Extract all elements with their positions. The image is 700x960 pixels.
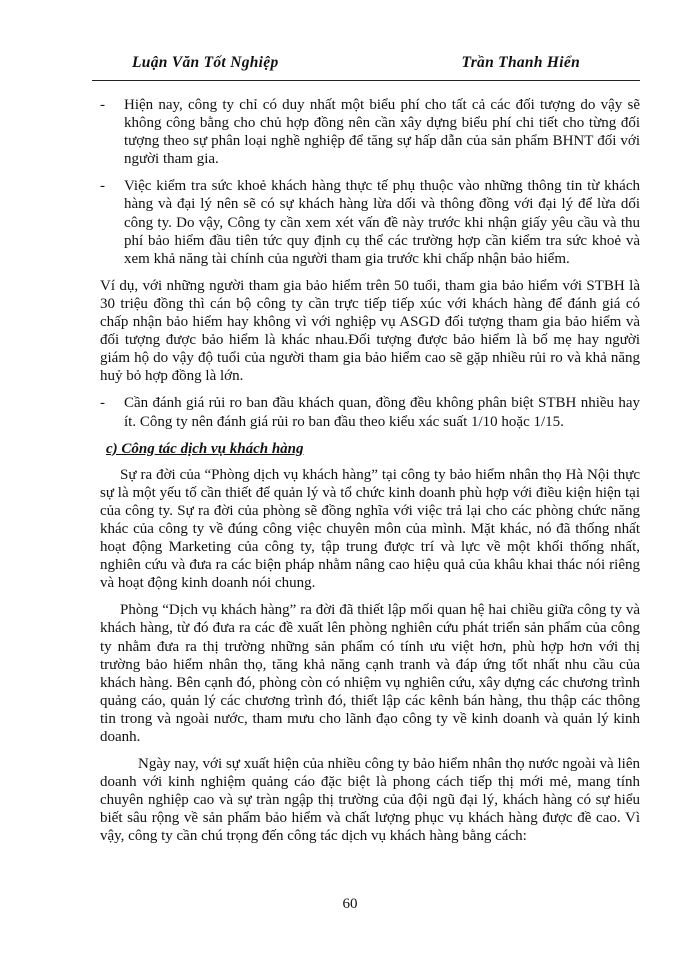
page-body [100, 96, 640, 855]
bullet-item-risk-assessment [100, 394, 640, 430]
bullet-item-premium-schedule [100, 96, 640, 168]
body-paragraph: Ngày nay, với sự xuất hiện của nhiều công ty bảo hiểm nhân thọ nước ngoài và liên doanh với kinh nghiệm quảng cáo đặc biệt là phong cách tiếp thị mới mẻ, mang tính chuyên nghiệp cao và sự tràn ngập thị trường của đội ngũ đại lý, khách hàng có sự hiểu biết sâu rộng về sản phẩm bảo hiểm và chất lượng phục vụ khách hàng được đề cao. Vì vậy, công ty cần chú trọng đến công tác dịch vụ khách hàng bằng cách: [100, 756, 640, 845]
bullet-text: Cần đánh giá rủi ro ban đầu khách quan, đồng đều không phân biệt STBH nhiều hay ít. Công ty nên đánh giá rủi ro ban đầu theo kiểu xác suất 1/10 hoặc 1/15. [124, 395, 640, 430]
header-author-name: Trần Thanh Hiển [461, 54, 580, 71]
bullet-dash: - [100, 97, 105, 113]
bullet-item-health-check [100, 177, 640, 267]
page-number: 60 [342, 896, 358, 912]
section-heading: c) Công tác dịch vụ khách hàng [106, 440, 304, 457]
running-header [92, 50, 640, 80]
header-divider [92, 80, 640, 81]
bullet-text: Việc kiểm tra sức khoẻ khách hàng thực tế phụ thuộc vào những thông tin từ khách hàng và đại lý nên sẽ có sự khách hàng lừa dối và thông đồng với đại lý để lừa dối công ty. Do vậy, Công ty cần xem xét vấn đề này trước khi nhận giấy yêu cầu và thu phí bảo hiểm đầu tiên tức quy định cụ thể các trường hợp cần kiểm tra sức khoẻ và xem khả năng tài chính của người tham gia trước khi chấp nhận bảo hiểm. [124, 178, 640, 267]
body-paragraph: Phòng “Dịch vụ khách hàng” ra đời đã thiết lập mối quan hệ hai chiều giữa công ty và khách hàng, từ đó đưa ra các đề xuất lên phòng nghiên cứu phát triển sản phẩm của công ty nhằm đưa ra thị trường những sản phẩm có tính ưu việt hơn, phù hợp hơn với thị trường bảo hiểm nhân thọ, tăng khả năng cạnh tranh và đáp ứng tốt nhất nhu cầu của khách hàng. Bên cạnh đó, phòng còn có nhiệm vụ nghiên cứu, xây dựng các chương trình quảng cáo, quản lý các chương trình đó, thiết lập các kênh bán hàng, thu thập các thông tin trong và ngoài nước, tham mưu cho lãnh đạo công ty về kinh doanh và quản lý kinh doanh. [100, 602, 640, 745]
header-thesis-title: Luận Văn Tốt Nghiệp [132, 54, 279, 71]
bullet-dash: - [100, 395, 105, 412]
bullet-dash: - [100, 178, 105, 195]
example-paragraph: Ví dụ, với những người tham gia bảo hiểm trên 50 tuổi, tham gia bảo hiểm với STBH là 30 triệu đồng thì cán bộ công ty cần trực tiếp tiếp xúc với khách hàng để đánh giá có chấp nhận bảo hiểm hay không vì với nghiệp vụ ASGD đối tượng tham gia bảo hiểm và đối tượng được bảo hiểm là khác nhau.Đối tượng được bảo hiểm là bố mẹ hay người giám hộ do vậy độ tuổi của người tham gia bảo hiểm cao sẽ gặp nhiều rủi ro và khả năng huỷ bỏ hợp đồng là lớn. [100, 277, 640, 385]
body-paragraph: Sự ra đời của “Phòng dịch vụ khách hàng” tại công ty bảo hiểm nhân thọ Hà Nội thực sự là một yếu tố cần thiết để quản lý và tổ chức kinh doanh phù hợp với điều kiện hiện tại của công ty. Sự ra đời của phòng sẽ đồng nghĩa với việc trả lại cho các phòng chức năng khác của công ty về đúng công việc chuyên môn của mình. Mặt khác, nó đã thống nhất hoạt động Marketing của công ty, tập trung được trí và lực về một khối thống nhất, nghiên cứu và đưa ra các biện pháp nhằm nâng cao hiệu quả của khâu khai thác nói riêng và hoạt động kinh doanh nói chung. [100, 466, 640, 592]
bullet-text: Hiện nay, công ty chỉ có duy nhất một biểu phí cho tất cả các đối tượng do vậy sẽ không công bằng cho chủ hợp đồng nên cần xây dựng biểu phí chi tiết cho từng đối tượng theo sự phân loại nghề nghiệp để tăng sự hấp dẫn của sản phẩm BHNT đối với người tham gia. [124, 97, 640, 168]
